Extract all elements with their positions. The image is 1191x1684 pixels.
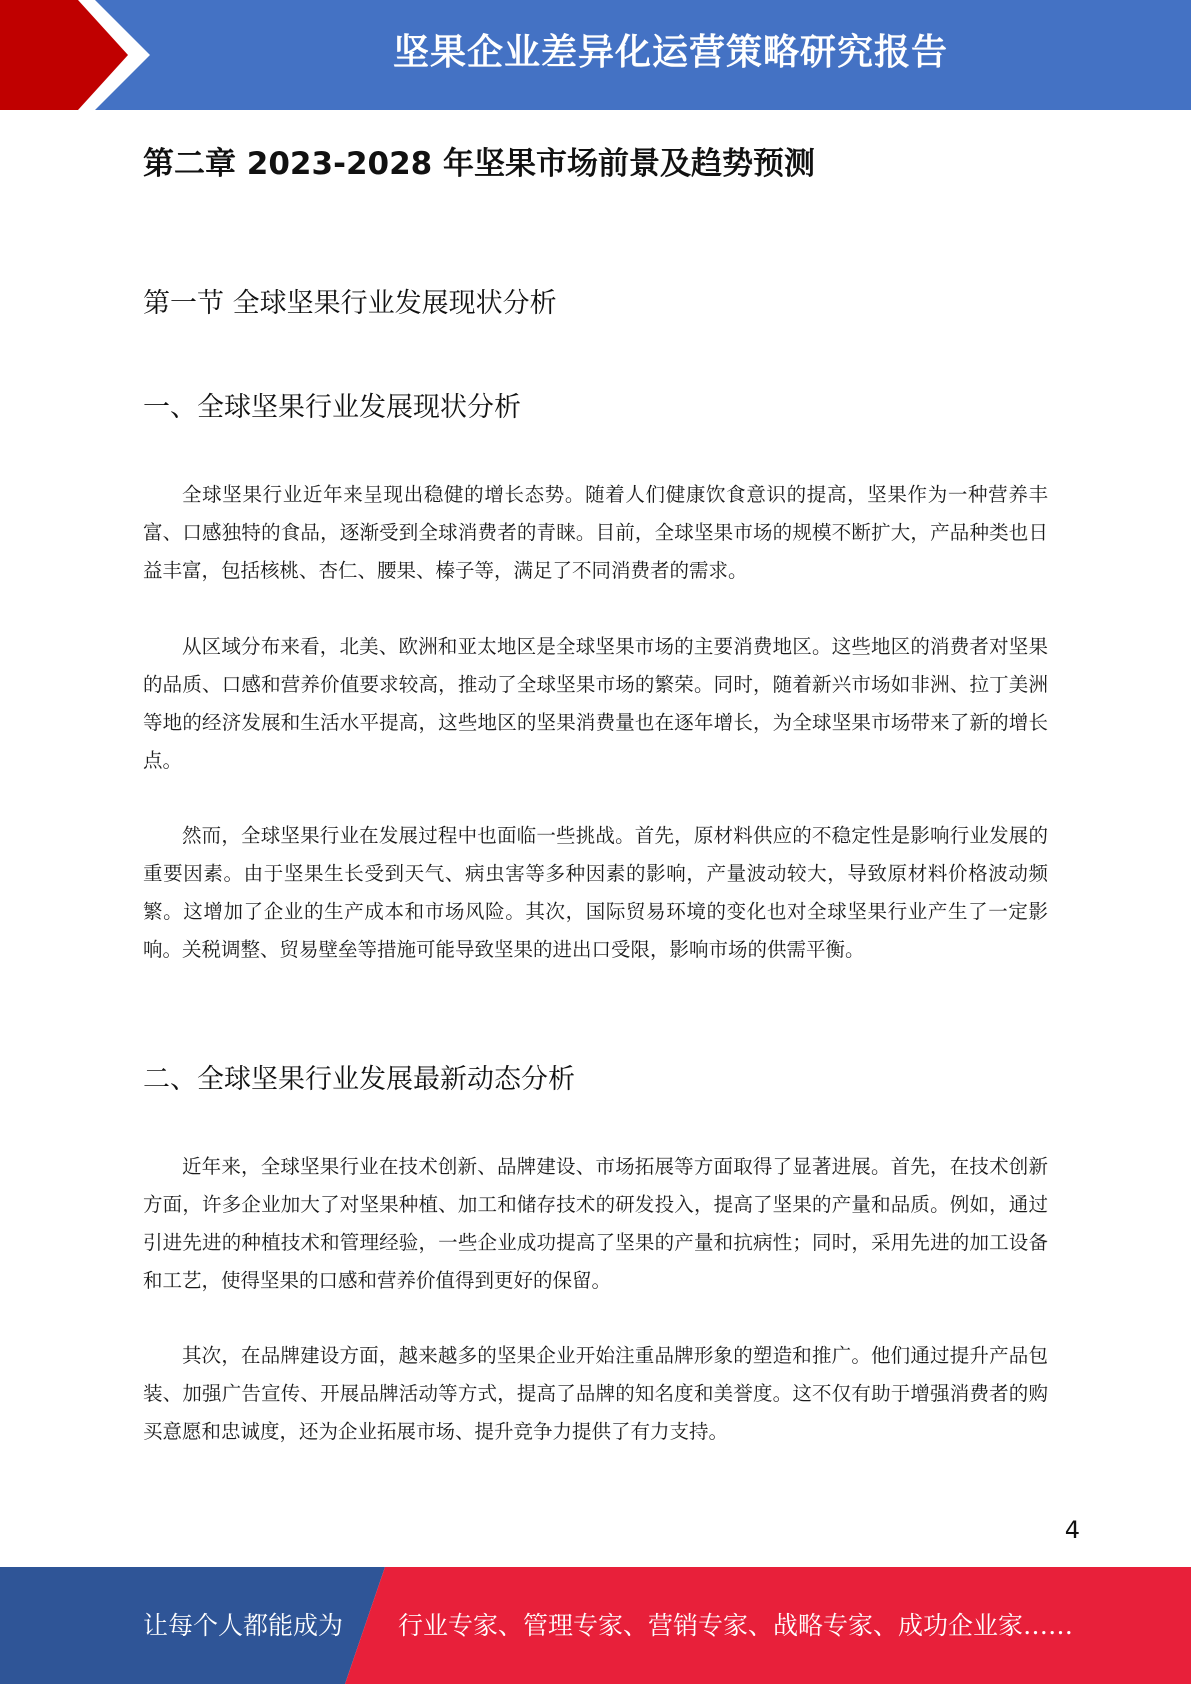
subsection-title-2: 二、全球坚果行业发展最新动态分析 [143,1064,575,1095]
chevron-arrow-icon [0,0,160,110]
subsection-title-1: 一、全球坚果行业发展现状分析 [143,392,521,423]
footer-slogan-right: 行业专家、管理专家、营销专家、战略专家、成功企业家…… [398,1611,1074,1640]
footer-slogan-left: 让每个人都能成为 [143,1611,344,1640]
page-number: 4 [1064,1516,1080,1544]
report-title: 坚果企业差异化运营策略研究报告 [392,32,948,73]
chapter-title: 第二章 2023-2028 年坚果市场前景及趋势预测 [143,146,816,182]
paragraph: 近年来，全球坚果行业在技术创新、品牌建设、市场拓展等方面取得了显著进展。首先，在技术创新方面，许多企业加大了对坚果种植、加工和储存技术的研发投入，提高了坚果的产量和品质。例如，通过引进先进的种植技术和管理经验，一些企业成功提高了坚果的产量和抗病性；同时，采用先进的加工设备和工艺，使得坚果的口感和营养价值得到更好的保留。 [143,1155,1048,1292]
footer-banner [0,1567,1191,1684]
section-title: 第一节 全球坚果行业发展现状分析 [143,288,557,319]
paragraph: 然而，全球坚果行业在发展过程中也面临一些挑战。首先，原材料供应的不稳定性是影响行业发展的重要因素。由于坚果生长受到天气、病虫害等多种因素的影响，产量波动较大，导致原材料价格波动频繁。这增加了企业的生产成本和市场风险。其次，国际贸易环境的变化也对全球坚果行业产生了一定影响。关税调整、贸易壁垒等措施可能导致坚果的进出口受限，影响市场的供需平衡。 [143,824,1048,961]
paragraph: 全球坚果行业近年来呈现出稳健的增长态势。随着人们健康饮食意识的提高，坚果作为一种营养丰富、口感独特的食品，逐渐受到全球消费者的青睐。目前，全球坚果市场的规模不断扩大，产品种类也日益丰富，包括核桃、杏仁、腰果、榛子等，满足了不同消费者的需求。 [143,483,1048,582]
paragraph: 其次，在品牌建设方面，越来越多的坚果企业开始注重品牌形象的塑造和推广。他们通过提升产品包装、加强广告宣传、开展品牌活动等方式，提高了品牌的知名度和美誉度。这不仅有助于增强消费者的购买意愿和忠诚度，还为企业拓展市场、提升竞争力提供了有力支持。 [143,1344,1048,1443]
paragraph: 从区域分布来看，北美、欧洲和亚太地区是全球坚果市场的主要消费地区。这些地区的消费者对坚果的品质、口感和营养价值要求较高，推动了全球坚果市场的繁荣。同时，随着新兴市场如非洲、拉丁美洲等地的经济发展和生活水平提高，这些地区的坚果消费量也在逐年增长，为全球坚果市场带来了新的增长点。 [143,635,1048,772]
report-header [0,0,1191,110]
